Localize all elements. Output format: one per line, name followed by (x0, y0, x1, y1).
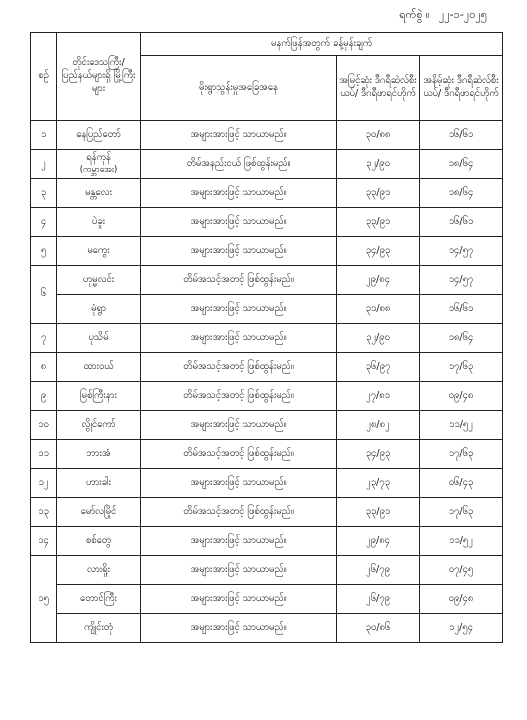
rain-condition: တိမ်အသင့်အတင့် ဖြစ်ထွန်းမည်။ (141, 498, 337, 527)
max-temp: ၃၃/၉၁ (337, 498, 420, 527)
date-line (393, 8, 487, 24)
table-row (31, 266, 503, 295)
date-value: ၂၂-၁-၂၀၂၅ (438, 8, 487, 21)
city-name: ကျိုင်းတုံ (57, 614, 141, 643)
min-temp: ၁၇/၆၃ (420, 353, 503, 382)
header-max-temp: အမြင့်ဆုံး ဒီဂရီဆဲလ်စီးယပ်/ ဒီဂရီဖာရင်ဟိုက် (337, 56, 420, 121)
min-temp: ၁၆/၆၁ (420, 208, 503, 237)
min-temp: ၁၆/၆၁ (420, 121, 503, 150)
rain-condition: တိမ်အသင့်အတင့် ဖြစ်ထွန်းမည်။ (141, 353, 337, 382)
min-temp: ၁၇/၆၃ (420, 498, 503, 527)
rain-condition: အများအားဖြင့် သာယာမည်။ (141, 295, 337, 324)
min-temp: ၀၉/၄၈ (420, 585, 503, 614)
table-row (31, 237, 503, 266)
min-temp: ၁၈/၆၄ (420, 150, 503, 179)
serial-no: ၄ (31, 208, 57, 237)
table-row (31, 353, 503, 382)
serial-no: ၁၁ (31, 440, 57, 469)
min-temp: ၁၂/၅၄ (420, 614, 503, 643)
forecast-table (30, 32, 503, 643)
max-temp: ၃၀/၈၈ (337, 121, 420, 150)
city-name: မုံရွာ (57, 295, 141, 324)
max-temp: ၃၀/၈၆ (337, 614, 420, 643)
serial-no: ၁၀ (31, 411, 57, 440)
city-name: လွိုင်ကော် (57, 411, 141, 440)
max-temp: ၂၆/၇၉ (337, 556, 420, 585)
max-temp: ၂၉/၈၄ (337, 527, 420, 556)
rain-condition: အများအားဖြင့် သာယာမည်။ (141, 614, 337, 643)
serial-no: ၁၂ (31, 469, 57, 498)
rain-condition: တိမ်အသင့်အတင့် ဖြစ်ထွန်းမည်။ (141, 382, 337, 411)
rain-condition: တိမ်အသင့်အတင့် ဖြစ်ထွန်းမည်။ (141, 266, 337, 295)
max-temp: ၃၁/၈၈ (337, 295, 420, 324)
city-name: ပဲခူး (57, 208, 141, 237)
city-name (57, 150, 141, 179)
max-temp: ၃၂/၉၀ (337, 150, 420, 179)
max-temp: ၃၆/၉၇ (337, 353, 420, 382)
city-name-sub: (ကမ္ဘာအေး) (79, 164, 118, 175)
max-temp: ၃၄/၉၃ (337, 440, 420, 469)
city-name: မန္တလေး (57, 179, 141, 208)
city-name: စစ်တွေ (57, 527, 141, 556)
header-condition: မိုးရွာသွန်းမှုအခြေအနေ (141, 56, 337, 121)
table-row (31, 179, 503, 208)
city-name: ဟုမ္မလင်း (57, 266, 141, 295)
serial-no: ၉ (31, 382, 57, 411)
serial-no: ၃ (31, 179, 57, 208)
min-temp: ၀၉/၄၈ (420, 382, 503, 411)
table-row (31, 498, 503, 527)
city-name: ဟားခါး (57, 469, 141, 498)
min-temp: ၁၈/၆၄ (420, 179, 503, 208)
rain-condition: အများအားဖြင့် သာယာမည်။ (141, 556, 337, 585)
table-row (31, 469, 503, 498)
min-temp: ၁၇/၆၃ (420, 440, 503, 469)
city-name: တောင်ကြီး (57, 585, 141, 614)
table-row (31, 527, 503, 556)
city-name: နေပြည်တော် (57, 121, 141, 150)
city-name: ဘားအံ (57, 440, 141, 469)
min-temp: ၀၇/၄၅ (420, 556, 503, 585)
city-name: မြစ်ကြီးနား (57, 382, 141, 411)
serial-no: ၁၅ (31, 556, 57, 643)
rain-condition: အများအားဖြင့် သာယာမည်။ (141, 585, 337, 614)
table-row (31, 614, 503, 643)
table-row (31, 382, 503, 411)
rain-condition: အများအားဖြင့် သာယာမည်။ (141, 208, 337, 237)
serial-no: ၈ (31, 353, 57, 382)
header-serial-no: စဉ် (31, 33, 57, 121)
rain-condition: အများအားဖြင့် သာယာမည်။ (141, 527, 337, 556)
rain-condition: အများအားဖြင့် သာယာမည်။ (141, 179, 337, 208)
date-label: ရက်စွဲ ။ (399, 8, 430, 21)
table-row (31, 150, 503, 179)
max-temp: ၃၂/၉၀ (337, 324, 420, 353)
table-row (31, 208, 503, 237)
table-row (31, 411, 503, 440)
header-forecast-group: မနက်ဖြန်အတွက် ခန့်မှန်းချက် (141, 33, 503, 56)
serial-no: ၁ (31, 121, 57, 150)
city-name-main: ရန်ကုန် (86, 151, 111, 163)
rain-condition: တိမ်အသင့်အတင့် ဖြစ်ထွန်းမည်။ (141, 440, 337, 469)
city-name: ပုသိမ် (57, 324, 141, 353)
min-temp: ၁၁/၅၂ (420, 527, 503, 556)
serial-no: ၁၃ (31, 498, 57, 527)
rain-condition: တိမ်အနည်းငယ် ဖြစ်ထွန်းမည်။ (141, 150, 337, 179)
rain-condition: အများအားဖြင့် သာယာမည်။ (141, 237, 337, 266)
max-temp: ၂၉/၈၄ (337, 266, 420, 295)
header-min-temp: အနိမ့်ဆုံး ဒီဂရီဆဲလ်စီးယပ်/ ဒီဂရီဖာရင်ဟိုက် (420, 56, 503, 121)
max-temp: ၂၇/၈၁ (337, 382, 420, 411)
city-name: မော်လမြိုင် (57, 498, 141, 527)
serial-no: ၆ (31, 266, 57, 324)
serial-no: ၂ (31, 150, 57, 179)
min-temp: ၁၄/၅၇ (420, 266, 503, 295)
serial-no: ၅ (31, 237, 57, 266)
table-row (31, 324, 503, 353)
table-row (31, 295, 503, 324)
rain-condition: အများအားဖြင့် သာယာမည်။ (141, 469, 337, 498)
max-temp: ၃၃/၉၁ (337, 179, 420, 208)
max-temp: ၂၈/၈၂ (337, 411, 420, 440)
table-row (31, 121, 503, 150)
rain-condition: အများအားဖြင့် သာယာမည်။ (141, 324, 337, 353)
min-temp: ၀၆/၄၃ (420, 469, 503, 498)
min-temp: ၁၆/၆၁ (420, 295, 503, 324)
min-temp: ၁၈/၆၄ (420, 324, 503, 353)
table-row (31, 556, 503, 585)
city-name: မကွေး (57, 237, 141, 266)
serial-no: ၁၄ (31, 527, 57, 556)
max-temp: ၃၃/၉၁ (337, 208, 420, 237)
header-city: တိုင်းဒေသကြီး/ ပြည်နယ်များရှိ မြို့ကြီးများ (57, 33, 141, 121)
table-row (31, 585, 503, 614)
table-row (31, 440, 503, 469)
max-temp: ၂၆/၇၉ (337, 585, 420, 614)
city-name: ထားဝယ် (57, 353, 141, 382)
serial-no: ၇ (31, 324, 57, 353)
max-temp: ၃၄/၉၃ (337, 237, 420, 266)
rain-condition: အများအားဖြင့် သာယာမည်။ (141, 121, 337, 150)
rain-condition: အများအားဖြင့် သာယာမည်။ (141, 411, 337, 440)
max-temp: ၂၃/၇၃ (337, 469, 420, 498)
city-name: လားရှိုး (57, 556, 141, 585)
min-temp: ၁၁/၅၂ (420, 411, 503, 440)
min-temp: ၁၄/၅၇ (420, 237, 503, 266)
